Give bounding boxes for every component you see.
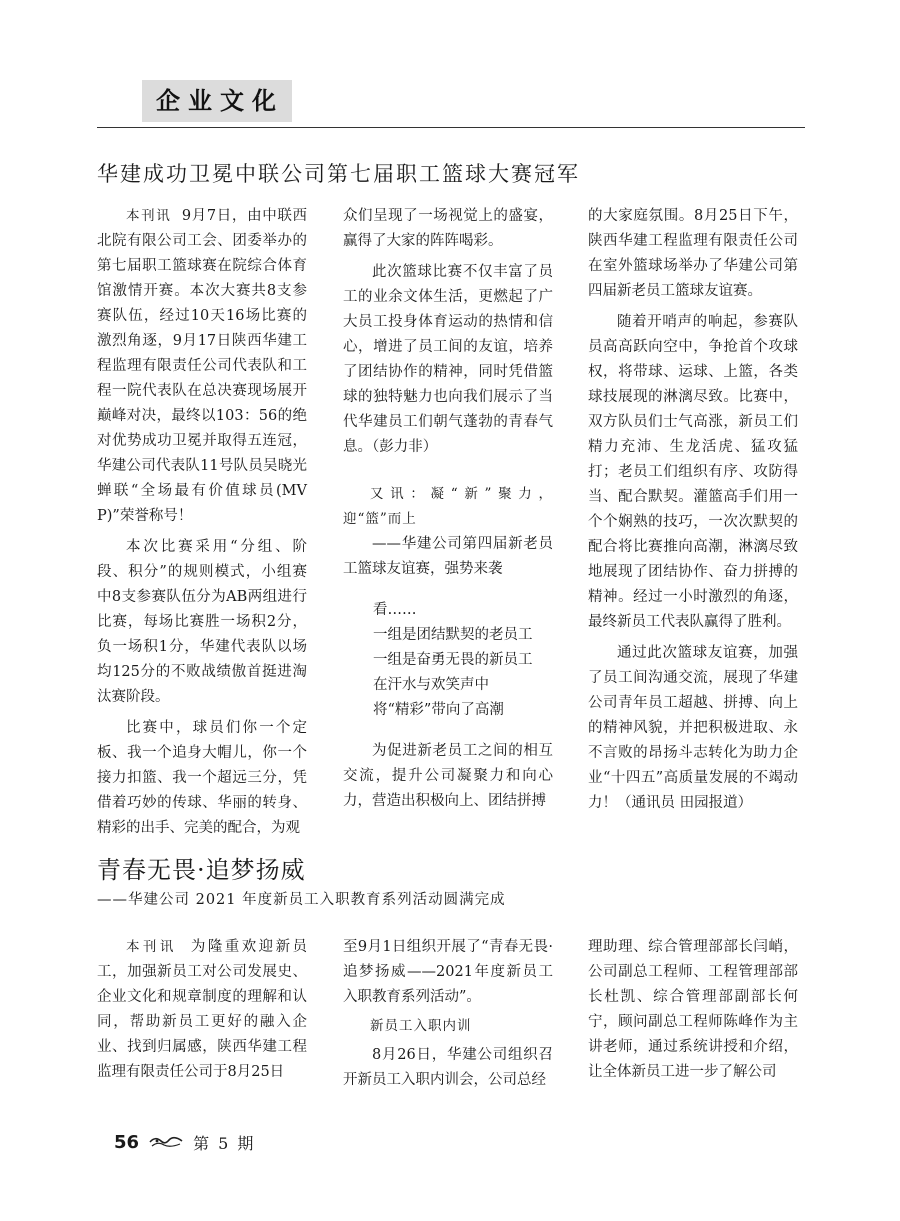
article-1-paragraph-2: 本次比赛采用“分组、阶段、积分”的规则模式，小组赛中8支参赛队伍分为AB两组进行比赛，每场比赛胜一场积2分，负一场积1分，华建代表队以场均125分的不败战绩傲首挺进淘汰赛阶段。 — [97, 539, 307, 705]
article-3-column-3 — [588, 935, 798, 1085]
poem-line: 一组是奋勇无畏的新员工 — [373, 652, 533, 668]
article-2-column-3 — [588, 204, 798, 816]
article-2-paragraph-1: 为促进新老员工之间的相互交流，提升公司凝聚力和向心力，营造出积极向上、团结拼搏 — [343, 743, 553, 809]
article-2-heading: 又讯：凝“新”聚力，迎“篮”而上 — [343, 486, 553, 527]
page-number: 56 — [114, 1131, 140, 1153]
article-1-title: 华建成功卫冕中联公司第七届职工篮球大赛冠军 — [97, 162, 580, 186]
article-3-column-1 — [97, 935, 307, 1085]
poem-line: 在汗水与欢笑声中 — [373, 677, 489, 693]
article-3-lead: 本刊讯 — [126, 939, 177, 955]
article-3-paragraph-3: 8月26日，华建公司组织召开新员工入职内训会，公司总经 — [343, 1047, 553, 1088]
magazine-logo-icon — [149, 1135, 183, 1149]
article-1-paragraph-4: 众们呈现了一场视觉上的盛宴，赢得了大家的阵阵喝彩。 — [343, 208, 553, 249]
article-3-paragraph-4: 理助理、综合管理部部长闫峭，公司副总工程师、工程管理部部长杜凯、综合管理部副部长何宁，顾问副总工程师陈峰作为主讲老师，通过系统讲授和介绍，让全体新员工进一步了解公司 — [588, 939, 798, 1080]
article-2-poem — [343, 598, 553, 723]
poem-line: 看…… — [373, 602, 417, 618]
article-3-paragraph-2: 至9月1日组织开展了“青春无畏·追梦扬威——2021年度新员工入职教育系列活动”。 — [343, 939, 553, 1005]
article-3-subtitle: ——华建公司 2021 年度新员工入职教育系列活动圆满完成 — [97, 892, 506, 908]
article-2-subheading: ——华建公司第四届新老员工篮球友谊赛，强势来袭 — [343, 536, 553, 577]
article-3-title: 青春无畏·追梦扬威 — [97, 856, 306, 884]
article-1-column-1 — [97, 204, 307, 841]
section-tag: 企业文化 — [142, 80, 292, 122]
article-1-paragraph-5: 此次篮球比赛不仅丰富了员工的业余文体生活，更燃起了广大员工投身体育运动的热情和信心，增进了员工间的友谊，培养了团结协作的精神，同时凭借篮球的独特魅力也向我们展示了当代华建员工们朝气蓬勃的青春气息。（彭力非） — [343, 264, 553, 455]
article-3-column-2 — [343, 935, 553, 1093]
article-column-2 — [343, 204, 553, 814]
article-1-lead: 本刊讯 — [126, 208, 172, 224]
poem-line: 一组是团结默契的老员工 — [373, 627, 533, 643]
issue-label: 第 5 期 — [193, 1133, 256, 1153]
poem-line: 将“精彩”带向了高潮 — [373, 702, 504, 718]
article-1-paragraph-3: 比赛中，球员们你一个定板、我一个追身大帽儿，你一个接力扣篮、我一个超远三分，凭借着巧妙的传球、华丽的转身、精彩的出手、完美的配合，为观 — [97, 720, 307, 836]
article-3-paragraph-1: 本刊讯 为隆重欢迎新员工，加强新员工对公司发展史、企业文化和规章制度的理解和认同，帮助新员工更好的融入企业、找到归属感，陕西华建工程监理有限责任公司于8月25日 — [97, 939, 308, 1080]
article-2-paragraph-3: 随着开哨声的响起，参赛队员高高跃向空中，争抢首个攻球权，将带球、运球、上篮，各类球技展现的淋漓尽致。比赛中，双方队员们士气高涨，新员工们精力充沛、生龙活虎、猛攻猛打；老员工们组织有序、攻防得当、配合默契。灌篮高手们用一个个娴熟的技巧，一次次默契的配合将比赛推向高潮，淋漓尽致地展现了团结协作、奋力拼搏的精神。经过一小时激烈的角逐，最终新员工代表队赢得了胜利。 — [588, 314, 798, 630]
article-1-paragraph-1: 本刊讯 9月7日，由中联西北院有限公司工会、团委举办的第七届职工篮球赛在院综合体育馆激情开赛。本次大赛共8支参赛队伍，经过10天16场比赛的激烈角逐，9月17日陕西华建工程监理有限责任公司代表队和工程一院代表队在总决赛现场展开巅峰对决，最终以103：56的绝对优势成功卫冕并取得五连冠，华建公司代表队11号队员吴晓光蝉联“全场最有价值球员(MVP)”荣誉称号！ — [97, 208, 307, 524]
article-2-paragraph-4: 通过此次篮球友谊赛，加强了员工间沟通交流，展现了华建公司青年员工超越、拼搏、向上的精神风貌，并把积极进取、永不言败的昂扬斗志转化为助力企业“十四五”高质量发展的不竭动力！（通讯员 田园报道） — [588, 645, 798, 811]
header-rule — [97, 127, 805, 128]
article-2-paragraph-2: 的大家庭氛围。8月25日下午，陕西华建工程监理有限责任公司在室外篮球场举办了华建公司第四届新老员工篮球友谊赛。 — [588, 208, 798, 299]
article-3-subhead: 新员工入职内训 — [370, 1018, 472, 1034]
page-footer — [114, 1128, 255, 1156]
